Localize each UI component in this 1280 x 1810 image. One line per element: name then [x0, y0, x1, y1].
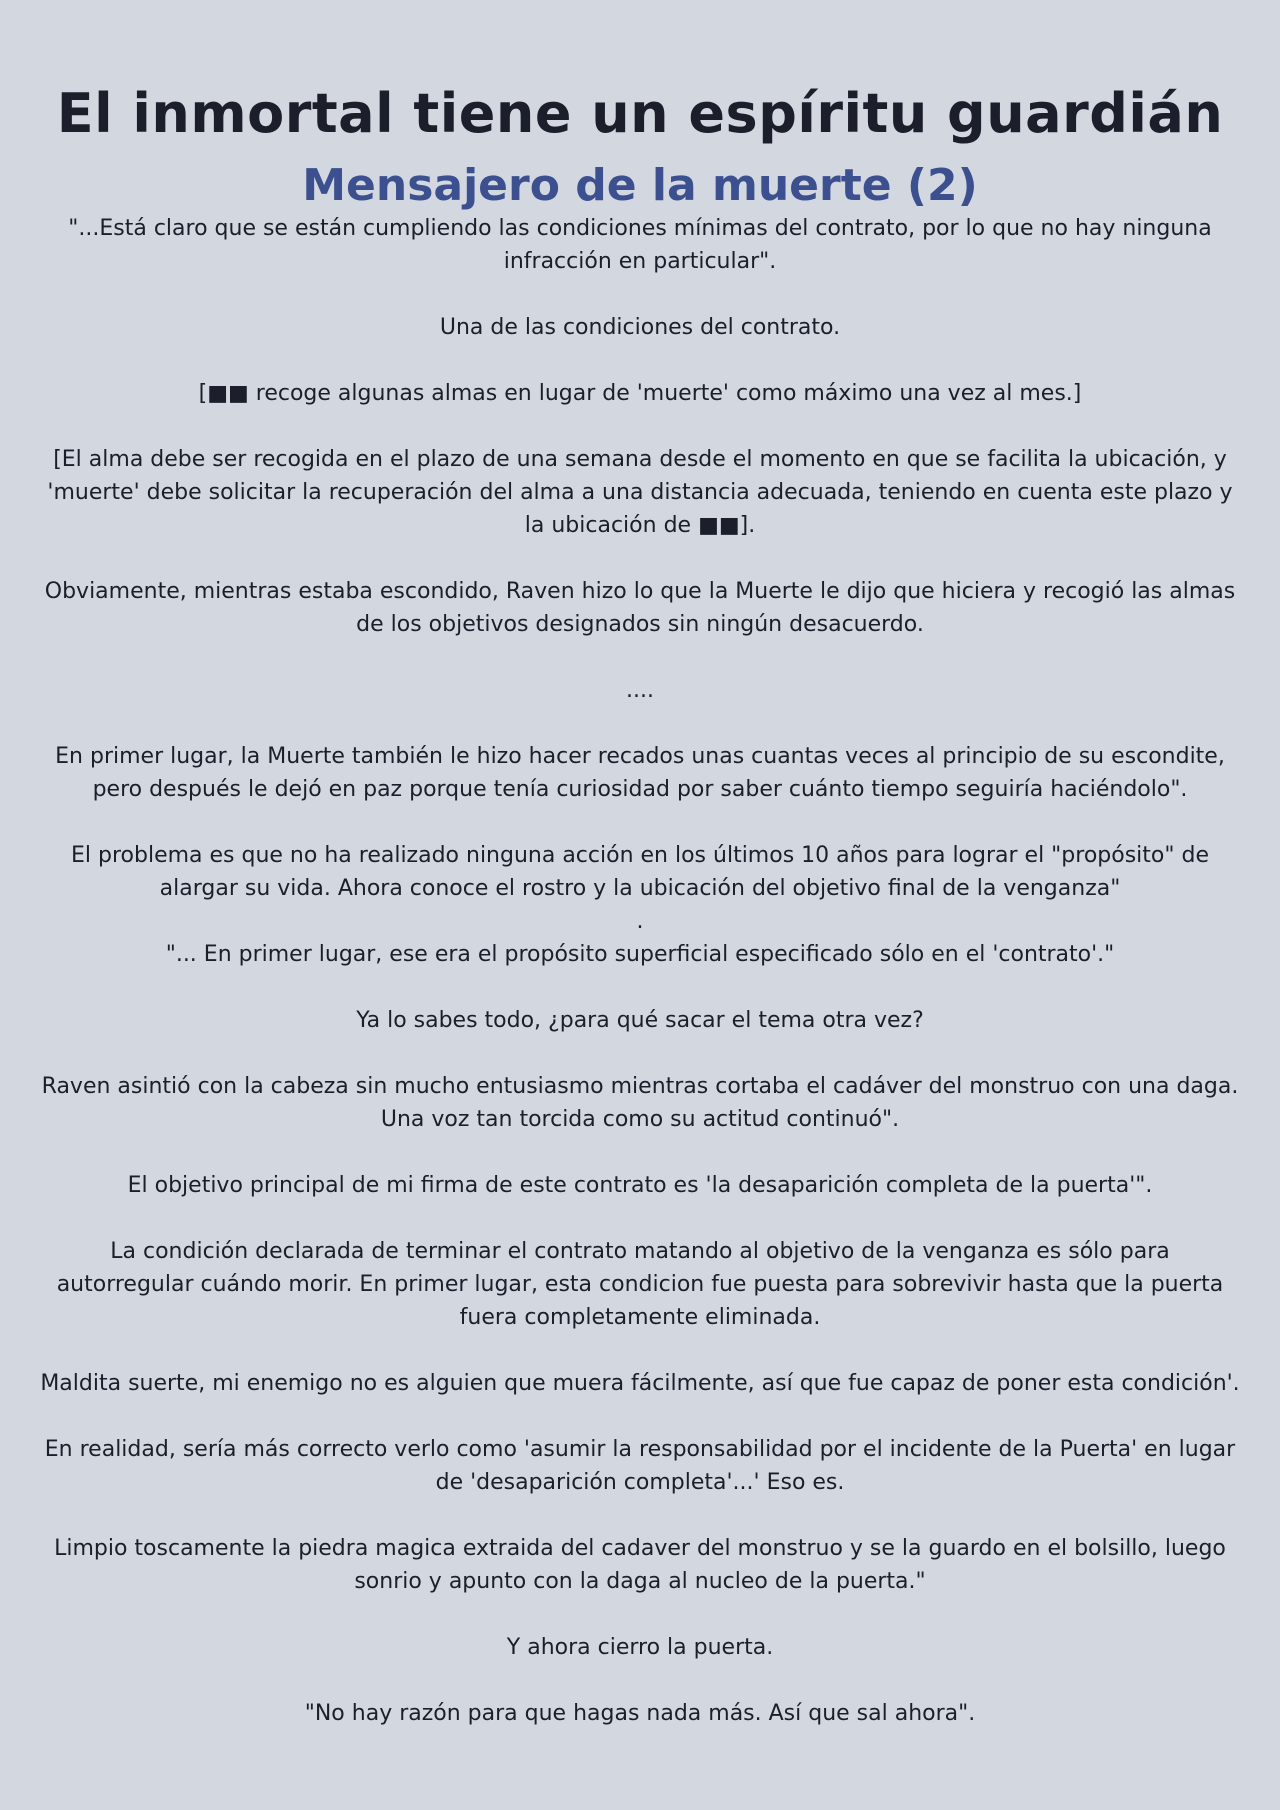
story-paragraph: Raven asintió con la cabeza sin mucho entusiasmo mientras cortaba el cadáver del monstruo con una daga. Una voz tan torcida como su actitud continuó".	[41, 1074, 1239, 1132]
story-paragraph: En primer lugar, la Muerte también le hizo hacer recados unas cuantas veces al principio de su escondite, pero después le dejó en paz porque tenía curiosidad por saber cuánto tiempo seguiría haciéndolo".	[55, 744, 1225, 802]
story-paragraph: El problema es que no ha realizado ninguna acción en los últimos 10 años para lograr el "propósito" de alargar su vida. Ahora conoce el rostro y la ubicación del objetivo final de la venganza"	[71, 843, 1209, 901]
chapter-subtitle: Mensajero de la muerte (2)	[302, 160, 978, 211]
story-paragraph: Ya lo sabes todo, ¿para qué sacar el tema otra vez?	[356, 1008, 924, 1033]
story-paragraph: "No hay razón para que hagas nada más. Así que sal ahora".	[304, 1701, 976, 1726]
story-paragraph: El objetivo principal de mi firma de este contrato es 'la desaparición completa de la puerta'".	[127, 1173, 1153, 1198]
story-paragraph: "...Está claro que se están cumpliendo las condiciones mínimas del contrato, por lo que no hay ninguna infracción en particular".	[68, 216, 1212, 274]
story-paragraph: Una de las condiciones del contrato.	[439, 315, 841, 340]
story-paragraph: .	[636, 909, 644, 934]
story-paragraph: Maldita suerte, mi enemigo no es alguien que muera fácilmente, así que fue capaz de poner esta condición'.	[40, 1371, 1240, 1396]
story-paragraph: Limpio toscamente la piedra magica extraida del cadaver del monstruo y se la guardo en el bolsillo, luego sonrio y apunto con la daga al nucleo de la puerta."	[54, 1536, 1226, 1594]
story-paragraph: ....	[626, 678, 654, 703]
story-body	[40, 212, 1240, 1730]
story-paragraph: "... En primer lugar, ese era el propósito superficial especificado sólo en el 'contrato'."	[165, 942, 1115, 967]
story-paragraph: En realidad, sería más correcto verlo como 'asumir la responsabilidad por el incidente de la Puerta' en lugar de 'desaparición completa'...' Eso es.	[44, 1437, 1236, 1495]
story-paragraph: [■■ recoge algunas almas en lugar de 'muerte' como máximo una vez al mes.]	[198, 381, 1082, 406]
story-paragraph: Y ahora cierro la puerta.	[506, 1635, 774, 1660]
story-paragraph: Obviamente, mientras estaba escondido, Raven hizo lo que la Muerte le dijo que hiciera y recogió las almas de los objetivos designados sin ningún desacuerdo.	[44, 579, 1236, 637]
story-paragraph: La condición declarada de terminar el contrato matando al objetivo de la venganza es sólo para autorregular cuándo morir. En primer lugar, esta condicion fue puesta para sobrevivir hasta que la puerta fuera completamente eliminada.	[56, 1239, 1224, 1330]
page-title: El inmortal tiene un espíritu guardián	[56, 82, 1224, 145]
story-paragraph: [El alma debe ser recogida en el plazo de una semana desde el momento en que se facilita la ubicación, y 'muerte' debe solicitar la recuperación del alma a una distancia adecuada, teniendo en cuenta este plazo y la ubicación de ■■].	[47, 447, 1233, 538]
